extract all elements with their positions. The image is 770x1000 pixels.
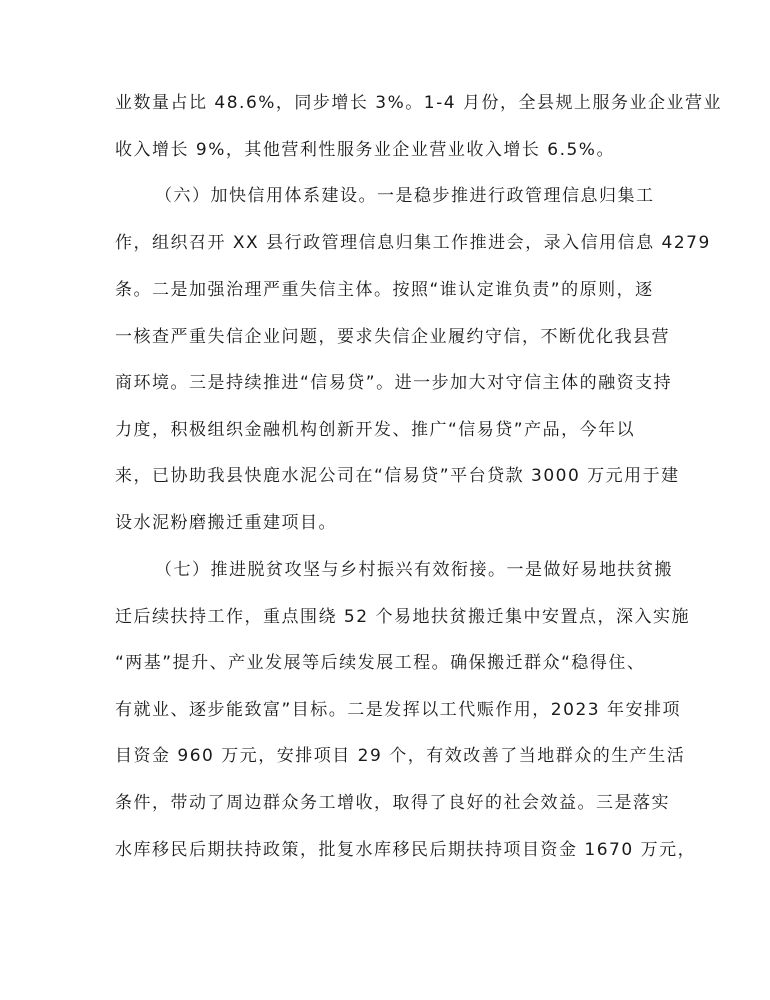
text-line: 设水泥粉磨搬迁重建项目。	[115, 513, 337, 533]
text-line: 来，已协助我县快鹿水泥公司在“信易贷”平台贷款 3000 万元用于建	[115, 466, 680, 486]
text-line: 条件，带动了周边群众务工增收，取得了良好的社会效益。三是落实	[115, 793, 670, 813]
text-line: 迁后续扶持工作，重点围绕 52 个易地扶贫搬迁集中安置点，深入实施	[115, 607, 690, 627]
text-line: 一核查严重失信企业问题，要求失信企业履约守信，不断优化我县营	[115, 327, 670, 347]
section-7-heading-line: （七）推进脱贫攻坚与乡村振兴有效衔接。一是做好易地扶贫搬	[155, 560, 673, 580]
text-line: 水库移民后期扶持政策，批复水库移民后期扶持项目资金 1670 万元，	[115, 840, 697, 860]
text-line: 力度，积极组织金融机构创新开发、推广“信易贷”产品，今年以	[115, 420, 636, 440]
text-line: 有就业、逐步能致富”目标。二是发挥以工代赈作用，2023 年安排项	[115, 700, 681, 720]
text-line: “两基”提升、产业发展等后续发展工程。确保搬迁群众“稳得住、	[115, 653, 646, 673]
section-6-heading-line: （六）加快信用体系建设。一是稳步推进行政管理信息归集工	[155, 186, 655, 206]
text-line: 条。二是加强治理严重失信主体。按照“谁认定谁负责”的原则，逐	[115, 280, 654, 300]
text-line: 业数量占比 48.6%，同步增长 3%。1-4 月份，全县规上服务业企业营业	[115, 93, 722, 113]
text-line: 商环境。三是持续推进“信易贷”。进一步加大对守信主体的融资支持	[115, 373, 673, 393]
text-line: 收入增长 9%，其他营利性服务业企业营业收入增长 6.5%。	[115, 140, 615, 160]
text-line: 目资金 960 万元，安排项目 29 个，有效改善了当地群众的生产生活	[115, 746, 686, 766]
text-line: 作，组织召开 XX 县行政管理信息归集工作推进会，录入信用信息 4279	[115, 233, 711, 253]
